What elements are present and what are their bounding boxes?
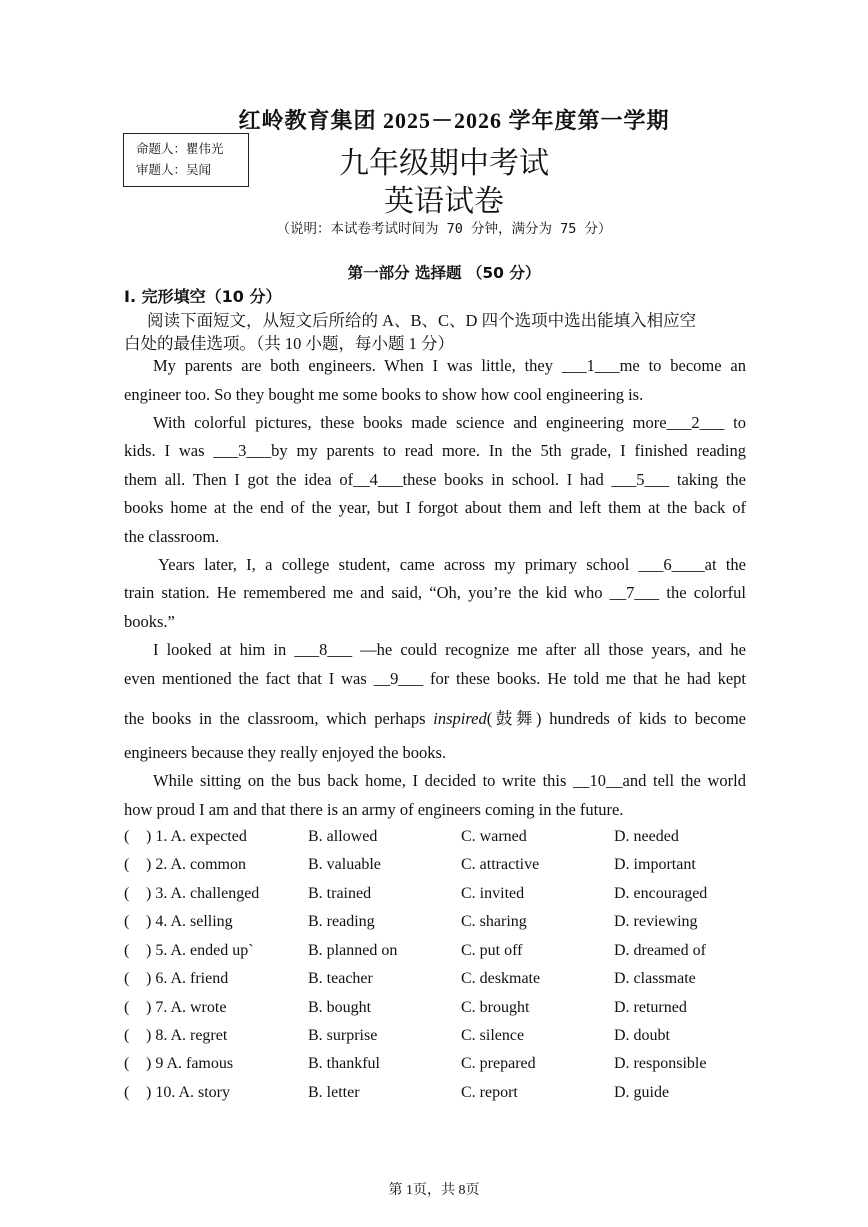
- answer-paren[interactable]: (: [124, 856, 130, 873]
- option-a: ) 6. A. friend: [146, 970, 229, 987]
- option-d: D. returned: [614, 999, 687, 1016]
- option-c: C. sharing: [461, 913, 527, 930]
- inspired-word: inspired: [433, 709, 487, 728]
- option-a: ) 9 A. famous: [146, 1055, 234, 1072]
- passage-line: the classroom.: [124, 527, 220, 546]
- passage-text: hundreds of kids to become: [549, 709, 746, 728]
- option-b: B. teacher: [308, 970, 373, 987]
- passage-line: kids. I was ___3___by my parents to read more. In the 5th grade, I finished reading: [124, 441, 746, 460]
- answer-paren[interactable]: (: [124, 913, 130, 930]
- option-d: D. classmate: [614, 970, 696, 987]
- passage-text: the books in the classroom, which perhaps: [124, 709, 426, 728]
- passage-line: I looked at him in ___8___ —he could recognize me after all those years, and he: [153, 640, 746, 659]
- option-c: C. warned: [461, 828, 527, 845]
- exam-subject: 英语试卷: [384, 185, 504, 218]
- answer-paren[interactable]: (: [124, 970, 130, 987]
- page-footer: 第 1页，共 8页: [388, 1183, 480, 1198]
- option-c: C. invited: [461, 885, 525, 902]
- answer-paren[interactable]: (: [124, 999, 130, 1016]
- passage-line: train station. He remembered me and said, “Oh, you’re the kid who __7___ the colorful: [124, 583, 746, 602]
- question-reviewer: 审题人：吴闻: [136, 162, 212, 177]
- option-d: D. needed: [614, 828, 679, 845]
- option-a: ) 7. A. wrote: [146, 999, 227, 1016]
- section-instruction-line-1: 阅读下面短文，从短文后所给的 A、B、C、D 四个选项中选出能填入相应空: [147, 311, 697, 330]
- passage-line: engineers because they really enjoyed the books.: [124, 743, 447, 762]
- option-c: C. deskmate: [461, 970, 541, 987]
- option-b: B. bought: [308, 999, 372, 1016]
- passage-line: books home at the end of the year, but I forgot about them and left them at the back of: [124, 498, 746, 517]
- option-b: B. trained: [308, 885, 372, 902]
- question-setter: 命题人：瞿伟光: [136, 141, 224, 156]
- inspired-gloss: (鼓舞): [486, 709, 542, 728]
- passage-line: Years later, I, a college student, came across my primary school ___6____at the: [158, 555, 746, 574]
- passage-line: books.”: [124, 612, 175, 631]
- option-b: B. thankful: [308, 1055, 380, 1072]
- option-c: C. put off: [461, 942, 523, 959]
- option-a: ) 1. A. expected: [146, 828, 247, 845]
- option-c: C. prepared: [461, 1055, 536, 1072]
- option-d: D. responsible: [614, 1055, 707, 1072]
- option-a: ) 4. A. selling: [146, 913, 233, 930]
- exam-title: 九年级期中考试: [339, 147, 549, 180]
- option-d: D. dreamed of: [614, 942, 706, 959]
- passage-line: My parents are both engineers. When I was little, they ___1___me to become an: [153, 356, 746, 375]
- option-a: ) 5. A. ended up`: [146, 942, 254, 959]
- option-d: D. encouraged: [614, 885, 708, 902]
- answer-paren[interactable]: (: [124, 828, 130, 845]
- option-d: D. reviewing: [614, 913, 698, 930]
- section-instruction-line-2: 白处的最佳选项。（共 10 小题，每小题 1 分）: [124, 334, 454, 353]
- option-b: B. planned on: [308, 942, 398, 959]
- passage-line: even mentioned the fact that I was __9___ for these books. He told me that he had kept: [124, 669, 746, 688]
- passage-line: them all. Then I got the idea of__4___these books in school. I had ___5___ taking the: [124, 470, 746, 489]
- passage-line: While sitting on the bus back home, I decided to write this __10__and tell the world: [153, 771, 746, 790]
- option-d: D. doubt: [614, 1027, 670, 1044]
- option-d: D. important: [614, 856, 696, 873]
- exam-note: （说明：本试卷考试时间为 70 分钟，满分为 75 分）: [276, 221, 612, 237]
- option-c: C. attractive: [461, 856, 540, 873]
- option-a: ) 2. A. common: [146, 856, 246, 873]
- option-b: B. allowed: [308, 828, 378, 845]
- option-b: B. valuable: [308, 856, 381, 873]
- passage-line-inspired: [124, 705, 746, 729]
- option-b: B. surprise: [308, 1027, 378, 1044]
- answer-paren[interactable]: (: [124, 885, 130, 902]
- part-heading: 第一部分 选择题 （50 分）: [347, 264, 541, 282]
- section-heading: Ⅰ. 完形填空（10 分）: [124, 287, 282, 306]
- exam-organization-title: 红岭教育集团 2025－2026 学年度第一学期: [238, 108, 670, 133]
- passage-line: With colorful pictures, these books made science and engineering more___2___ to: [153, 413, 746, 432]
- option-a: ) 8. A. regret: [146, 1027, 228, 1044]
- passage-line: how proud I am and that there is an army of engineers coming in the future.: [124, 800, 624, 819]
- option-b: B. reading: [308, 913, 375, 930]
- option-a: ) 3. A. challenged: [146, 885, 260, 902]
- answer-paren[interactable]: (: [124, 1084, 130, 1101]
- answer-paren[interactable]: (: [124, 942, 130, 959]
- option-c: C. silence: [461, 1027, 525, 1044]
- answer-paren[interactable]: (: [124, 1027, 130, 1044]
- option-a: ) 10. A. story: [146, 1084, 230, 1101]
- option-d: D. guide: [614, 1084, 670, 1101]
- option-b: B. letter: [308, 1084, 360, 1101]
- option-c: C. brought: [461, 999, 530, 1016]
- answer-paren[interactable]: (: [124, 1055, 130, 1072]
- option-c: C. report: [461, 1084, 518, 1101]
- passage-line: engineer too. So they bought me some books to show how cool engineering is.: [124, 385, 644, 404]
